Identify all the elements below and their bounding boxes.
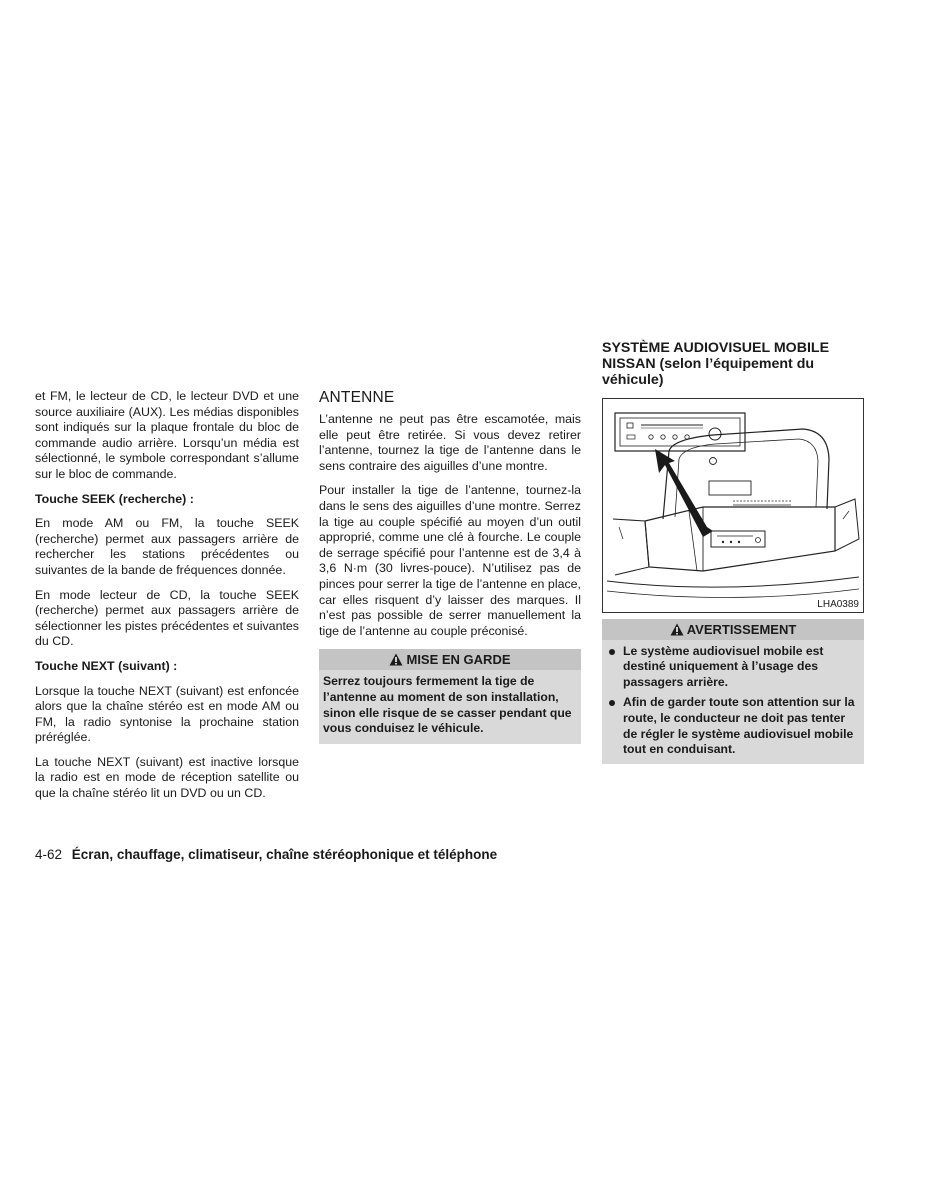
bullet-dot-icon <box>609 700 615 706</box>
heading-seek: Touche SEEK (recherche) : <box>35 491 194 506</box>
console-illustration <box>603 399 863 612</box>
column-right <box>602 340 864 764</box>
warning-triangle-icon <box>389 651 403 672</box>
heading-antenne: ANTENNE <box>319 389 395 406</box>
page-number: 4-62 <box>35 847 63 862</box>
heading-next: Touche NEXT (suivant) : <box>35 658 178 673</box>
bullet-dot-icon <box>609 649 615 655</box>
heading-mobile-av: SYSTÈME AUDIOVISUEL MOBILE NISSAN (selon l’équipement du véhicule) <box>602 340 830 389</box>
paragraph-next-radio: Lorsque la touche NEXT (suivant) est enfoncée alors que la chaîne stéréo est en mode AM ou FM, la radio syntonise la prochaine station préréglée. <box>35 683 299 745</box>
caution-title: MISE EN GARDE <box>406 652 511 668</box>
figure-code: LHA0389 <box>817 598 859 610</box>
warning-triangle-icon <box>670 621 684 642</box>
caution-header <box>319 649 581 670</box>
warning-header <box>602 619 864 640</box>
column-left <box>35 389 299 811</box>
warning-box <box>602 619 864 764</box>
paragraph-seek-radio: En mode AM ou FM, la touche SEEK (recherche) permet aux passagers arrière de rechercher les stations précédentes ou suivantes de la bande de fréquences donnée. <box>35 516 299 577</box>
warning-title: AVERTISSEMENT <box>686 621 797 637</box>
paragraph-media-sources: et FM, le lecteur de CD, le lecteur DVD et une source auxiliaire (AUX). Les médias disponibles sont indiqués sur la plaque frontale du bloc de commande audio arrière. Lorsqu’un média est sélectionné, le symbole correspondant s’allume sur le bloc de commande. <box>35 389 299 481</box>
caution-box <box>319 649 581 743</box>
paragraph-antenna-remove: L’antenne ne peut pas être escamotée, mais elle peut être retirée. Si vous devez retirer l’antenne, tournez la tige de l’antenne dans le sens contraire des aiguilles d’une montre. <box>319 412 581 473</box>
warning-item: Afin de garder toute son attention sur la route, le conducteur ne doit pas tenter de régler le système audiovisuel mobile tout en conduisant. <box>606 695 860 757</box>
caution-text: Serrez toujours fermement la tige de l’antenne au moment de son installation, sinon elle risque de se casser pendant que vous conduisez le véhicule. <box>323 674 572 736</box>
paragraph-next-inactive: La touche NEXT (suivant) est inactive lorsque la radio est en mode de réception satellite ou que la chaîne stéréo lit un DVD ou un CD. <box>35 754 299 801</box>
paragraph-seek-cd: En mode lecteur de CD, la touche SEEK (recherche) permet aux passagers arrière de sélectionner les pistes précédentes et suivantes du CD. <box>35 587 299 649</box>
column-middle <box>319 389 581 744</box>
paragraph-antenna-install: Pour installer la tige de l’antenne, tournez-la dans le sens des aiguilles d’une montre. Serrez la tige au couple spécifié au moyen d’un outil approprié, comme une clé à fourche. Le couple de serrage spécifié pour l’antenne est de 3,4 à 3,6 N·m (30 livres-pouce). N’utilisez pas de pinces pour serrer la tige de l’antenne en place, car elles risquent d’y laisser des marques. Il n’est pas possible de serrer manuellement la tige de l’antenne au couple préconisé. <box>319 483 581 638</box>
page-footer <box>35 847 497 862</box>
warning-item: Le système audiovisuel mobile est destiné uniquement à l’usage des passagers arrière. <box>606 644 860 691</box>
warning-list <box>602 640 864 764</box>
chapter-title: Écran, chauffage, climatiseur, chaîne stéréophonique et téléphone <box>71 847 498 862</box>
figure-rear-audio-unit <box>602 398 864 613</box>
